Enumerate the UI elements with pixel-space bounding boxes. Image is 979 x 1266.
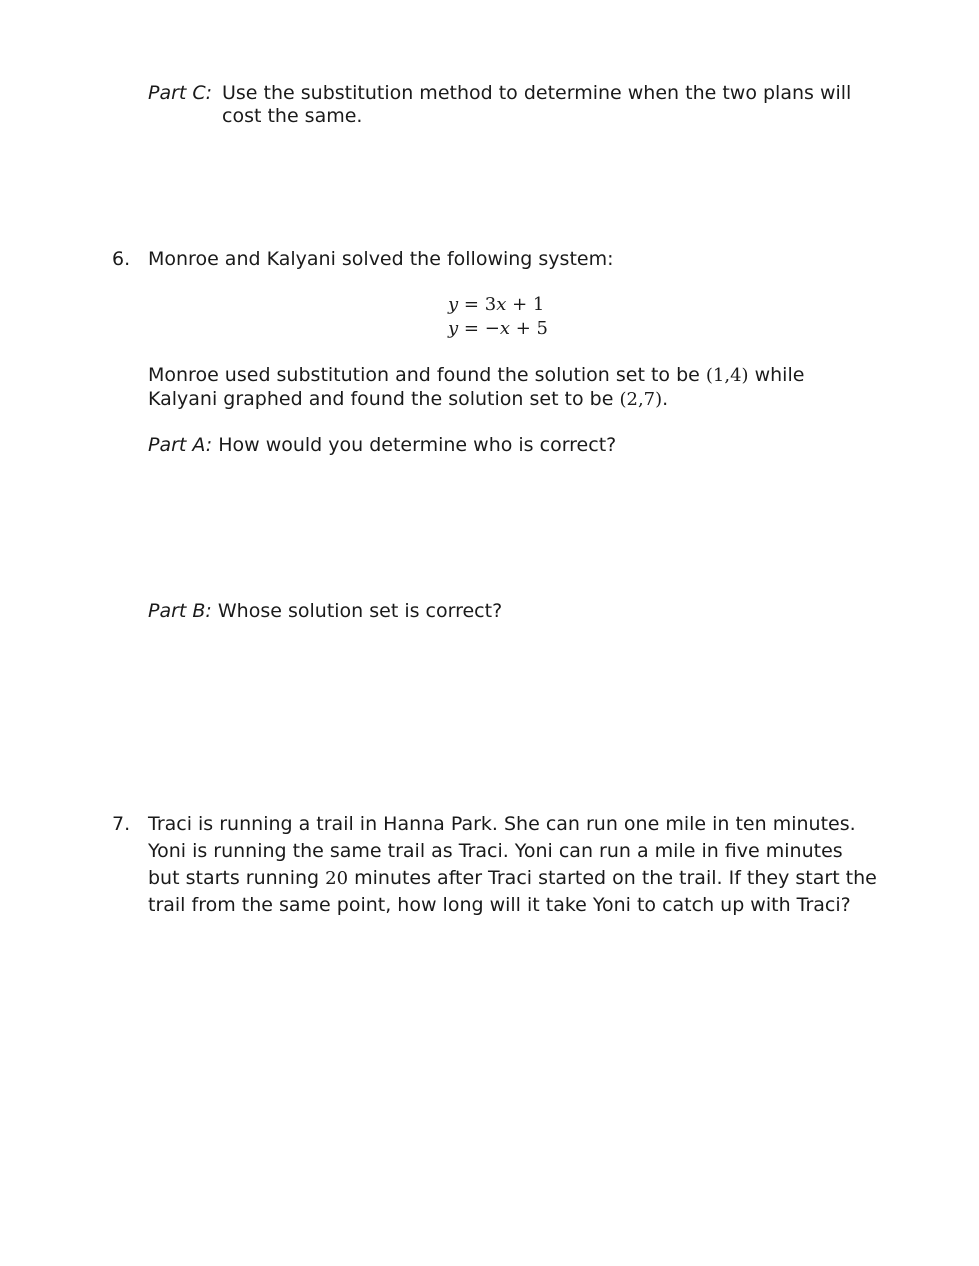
- q6-text2b: .: [662, 388, 669, 410]
- q6-text1a: Monroe used substitution and found the solution set to be: [148, 364, 700, 386]
- part-c-line-1: Use the substitution method to determine when the two plans will: [222, 82, 852, 104]
- question-6-intro: Monroe and Kalyani solved the following system:: [148, 248, 614, 270]
- part-a-label: Part A:: [148, 434, 213, 456]
- eq1-op: +: [512, 294, 528, 315]
- eq1-const: 1: [532, 294, 545, 315]
- equation-2: [448, 318, 548, 339]
- part-c-line-2: cost the same.: [222, 105, 363, 127]
- q7-minutes-number: 20: [325, 868, 349, 889]
- q7-line3b: minutes after Traci started on the trail. If they start the: [354, 867, 877, 889]
- q6-solution-monroe: (1,4): [705, 365, 749, 386]
- question-7-line-2: Yoni is running the same trail as Traci. Yoni can run a mile in five minutes: [148, 840, 843, 862]
- question-7-line-1: Traci is running a trail in Hanna Park. She can run one mile in ten minutes.: [148, 813, 856, 835]
- question-6-part-b: [148, 600, 502, 622]
- q7-line3a: but starts running: [148, 867, 320, 889]
- question-6-text-line-2: [148, 388, 668, 410]
- question-7-line-4: trail from the same point, how long will it take Yoni to catch up with Traci?: [148, 894, 851, 916]
- eq2-var: x: [499, 318, 510, 339]
- question-7-line-3: [148, 867, 877, 889]
- eq1-coef: 3: [484, 294, 497, 315]
- eq1-var: x: [496, 294, 507, 315]
- part-a-text: How would you determine who is correct?: [218, 434, 617, 456]
- eq1-lhs: y: [448, 294, 459, 315]
- eq2-const: 5: [536, 318, 548, 339]
- part-c-label: Part C:: [148, 82, 213, 104]
- question-6-number: 6.: [112, 248, 131, 270]
- q6-solution-kalyani: (2,7): [619, 389, 663, 410]
- eq2-op: +: [515, 318, 531, 339]
- part-b-label: Part B:: [148, 600, 212, 622]
- eq2-rel: =: [463, 318, 479, 339]
- question-7-number: 7.: [112, 813, 131, 835]
- eq2-lhs: y: [448, 318, 459, 339]
- q6-text2a: Kalyani graphed and found the solution set to be: [148, 388, 614, 410]
- eq1-rel: =: [463, 294, 479, 315]
- question-6-part-a: [148, 434, 616, 456]
- eq2-neg: −: [484, 318, 500, 339]
- question-6-text-line-1: [148, 364, 804, 386]
- equation-1: [448, 294, 544, 315]
- part-b-text: Whose solution set is correct?: [217, 600, 503, 622]
- q6-text1b: while: [754, 364, 805, 386]
